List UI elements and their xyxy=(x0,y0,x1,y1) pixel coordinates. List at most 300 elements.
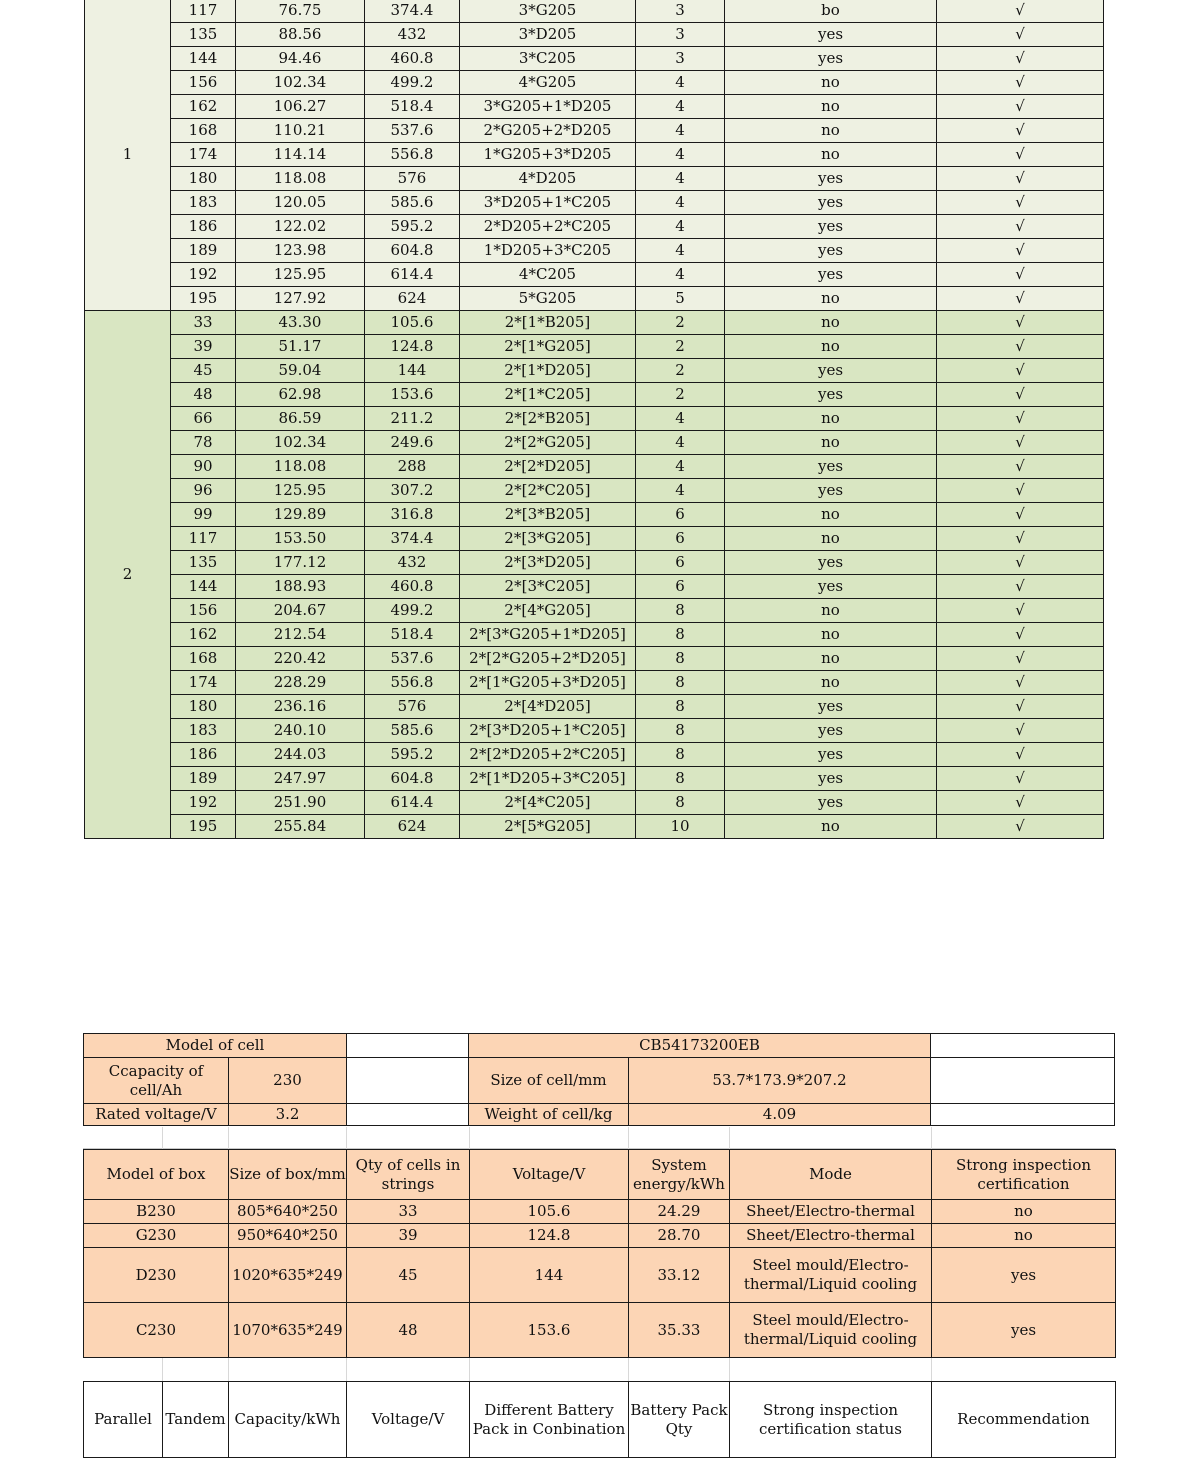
table-row xyxy=(85,767,1104,791)
certification-status-cell: yes xyxy=(725,719,937,743)
parallel-group-cell: 1 xyxy=(85,0,171,311)
recommendation-cell: √ xyxy=(937,479,1104,503)
voltage-v-cell: 556.8 xyxy=(365,143,460,167)
system-energy-cell: 35.33 xyxy=(629,1303,730,1358)
tandem-cell: 180 xyxy=(171,167,236,191)
gridline xyxy=(469,1127,470,1149)
table-row xyxy=(85,575,1104,599)
certification-status-cell: yes xyxy=(725,695,937,719)
voltage-v-cell: 499.2 xyxy=(365,71,460,95)
capacity-kwh-cell: 102.34 xyxy=(236,431,365,455)
recommendation-cell: √ xyxy=(937,767,1104,791)
capacity-kwh-cell: 255.84 xyxy=(236,815,365,839)
pack-qty-cell: 8 xyxy=(636,671,725,695)
table-row xyxy=(85,791,1104,815)
tandem-cell: 189 xyxy=(171,239,236,263)
capacity-kwh-cell: 120.05 xyxy=(236,191,365,215)
capacity-kwh-cell: 94.46 xyxy=(236,47,365,71)
blank-cell xyxy=(931,1058,1115,1104)
capacity-kwh-cell: 125.95 xyxy=(236,479,365,503)
voltage-v-cell: 585.6 xyxy=(365,191,460,215)
cell-model-label: Model of cell xyxy=(84,1034,347,1058)
tandem-cell: 96 xyxy=(171,479,236,503)
cell-weight-label: Weight of cell/kg xyxy=(469,1104,629,1126)
recommendation-cell: √ xyxy=(937,455,1104,479)
voltage-v-cell: 537.6 xyxy=(365,119,460,143)
certification-status-cell: yes xyxy=(725,767,937,791)
pack-qty-cell: 6 xyxy=(636,527,725,551)
capacity-kwh-cell: 177.12 xyxy=(236,551,365,575)
voltage-v-cell: 460.8 xyxy=(365,47,460,71)
table-row xyxy=(85,0,1104,23)
pack-combination-cell: 2*[1*G205+3*D205] xyxy=(460,671,636,695)
pack-combination-cell: 3*G205+1*D205 xyxy=(460,95,636,119)
pack-combination-cell: 3*D205+1*C205 xyxy=(460,191,636,215)
voltage-v-cell: 288 xyxy=(365,455,460,479)
column-header: Strong inspection certification status xyxy=(730,1382,932,1458)
voltage-v-cell: 595.2 xyxy=(365,215,460,239)
certification-cell: no xyxy=(932,1224,1116,1248)
table-row xyxy=(85,599,1104,623)
cell-qty-cell: 48 xyxy=(347,1303,470,1358)
gridline xyxy=(228,1358,229,1382)
pack-qty-cell: 6 xyxy=(636,503,725,527)
column-header: Capacity/kWh xyxy=(229,1382,347,1458)
certification-cell: yes xyxy=(932,1248,1116,1303)
column-header: Mode xyxy=(730,1150,932,1200)
recommendation-cell: √ xyxy=(937,743,1104,767)
pack-qty-cell: 8 xyxy=(636,695,725,719)
capacity-kwh-cell: 125.95 xyxy=(236,263,365,287)
table-row xyxy=(85,383,1104,407)
box-model-cell: D230 xyxy=(84,1248,229,1303)
tandem-cell: 186 xyxy=(171,215,236,239)
box-table-body xyxy=(84,1200,1116,1358)
table-row xyxy=(85,719,1104,743)
voltage-v-cell: 249.6 xyxy=(365,431,460,455)
pack-qty-cell: 2 xyxy=(636,383,725,407)
column-header: Recommendation xyxy=(932,1382,1116,1458)
voltage-v-cell: 460.8 xyxy=(365,575,460,599)
certification-status-cell: no xyxy=(725,599,937,623)
voltage-v-cell: 518.4 xyxy=(365,95,460,119)
tandem-cell: 33 xyxy=(171,311,236,335)
pack-combination-cell: 2*[2*B205] xyxy=(460,407,636,431)
capacity-kwh-cell: 43.30 xyxy=(236,311,365,335)
gridline xyxy=(628,1127,629,1149)
cell-size-label: Size of cell/mm xyxy=(469,1058,629,1104)
gridline xyxy=(346,1358,347,1382)
certification-status-cell: yes xyxy=(725,47,937,71)
pack-combination-cell: 2*G205+2*D205 xyxy=(460,119,636,143)
blank-cell xyxy=(347,1104,469,1126)
pack-qty-cell: 4 xyxy=(636,191,725,215)
certification-status-cell: yes xyxy=(725,455,937,479)
pack-combination-cell: 2*[3*B205] xyxy=(460,503,636,527)
recommendation-cell: √ xyxy=(937,383,1104,407)
certification-status-cell: no xyxy=(725,647,937,671)
capacity-kwh-cell: 251.90 xyxy=(236,791,365,815)
table-row xyxy=(85,335,1104,359)
column-header: Size of box/mm xyxy=(229,1150,347,1200)
voltage-v-cell: 576 xyxy=(365,167,460,191)
cell-voltage-value: 3.2 xyxy=(229,1104,347,1126)
voltage-cell: 144 xyxy=(470,1248,629,1303)
column-header: Qty of cells in strings xyxy=(347,1150,470,1200)
recommendation-cell: √ xyxy=(937,551,1104,575)
cell-capacity-label: Ccapacity of cell/Ah xyxy=(84,1058,229,1104)
table-row xyxy=(85,263,1104,287)
mode-cell: Sheet/Electro-thermal xyxy=(730,1200,932,1224)
blank-cell xyxy=(347,1034,469,1058)
voltage-v-cell: 614.4 xyxy=(365,791,460,815)
table-row xyxy=(85,287,1104,311)
capacity-kwh-cell: 247.97 xyxy=(236,767,365,791)
pack-qty-cell: 4 xyxy=(636,215,725,239)
tandem-cell: 162 xyxy=(171,95,236,119)
column-header: Different Battery Pack in Conbination xyxy=(470,1382,629,1458)
voltage-v-cell: 307.2 xyxy=(365,479,460,503)
tandem-cell: 135 xyxy=(171,23,236,47)
box-table-header xyxy=(84,1150,1116,1200)
box-size-cell: 1070*635*249 xyxy=(229,1303,347,1358)
table-row xyxy=(85,527,1104,551)
gridline xyxy=(162,1358,163,1382)
certification-status-cell: no xyxy=(725,815,937,839)
table-row xyxy=(85,623,1104,647)
capacity-kwh-cell: 118.08 xyxy=(236,455,365,479)
capacity-kwh-cell: 118.08 xyxy=(236,167,365,191)
blank-cell xyxy=(347,1058,469,1104)
voltage-v-cell: 604.8 xyxy=(365,767,460,791)
recommendation-cell: √ xyxy=(937,815,1104,839)
tandem-cell: 180 xyxy=(171,695,236,719)
table-row xyxy=(85,407,1104,431)
pack-qty-cell: 4 xyxy=(636,167,725,191)
recommendation-cell: √ xyxy=(937,47,1104,71)
recommendation-cell: √ xyxy=(937,191,1104,215)
cell-size-value: 53.7*173.9*207.2 xyxy=(629,1058,931,1104)
battery-configuration-header-row xyxy=(84,1382,1116,1458)
voltage-v-cell: 432 xyxy=(365,23,460,47)
table-row xyxy=(85,239,1104,263)
column-header: Voltage/V xyxy=(470,1150,629,1200)
voltage-v-cell: 432 xyxy=(365,551,460,575)
pack-qty-cell: 5 xyxy=(636,287,725,311)
certification-status-cell: bo xyxy=(725,0,937,23)
tandem-cell: 144 xyxy=(171,47,236,71)
column-header: Parallel xyxy=(84,1382,163,1458)
capacity-kwh-cell: 62.98 xyxy=(236,383,365,407)
certification-status-cell: yes xyxy=(725,191,937,215)
certification-status-cell: no xyxy=(725,407,937,431)
tandem-cell: 183 xyxy=(171,191,236,215)
table-row xyxy=(84,1224,1116,1248)
recommendation-cell: √ xyxy=(937,143,1104,167)
voltage-v-cell: 604.8 xyxy=(365,239,460,263)
recommendation-cell: √ xyxy=(937,791,1104,815)
blank-cell xyxy=(931,1104,1115,1126)
capacity-kwh-cell: 51.17 xyxy=(236,335,365,359)
recommendation-cell: √ xyxy=(937,599,1104,623)
recommendation-cell: √ xyxy=(937,575,1104,599)
pack-qty-cell: 4 xyxy=(636,119,725,143)
cell-qty-cell: 45 xyxy=(347,1248,470,1303)
pack-combination-cell: 3*D205 xyxy=(460,23,636,47)
certification-status-cell: no xyxy=(725,119,937,143)
tandem-cell: 117 xyxy=(171,527,236,551)
recommendation-cell: √ xyxy=(937,23,1104,47)
pack-qty-cell: 4 xyxy=(636,407,725,431)
certification-status-cell: yes xyxy=(725,551,937,575)
tandem-cell: 195 xyxy=(171,287,236,311)
recommendation-cell: √ xyxy=(937,503,1104,527)
configuration-table xyxy=(84,0,1104,839)
pack-qty-cell: 8 xyxy=(636,647,725,671)
cell-capacity-value: 230 xyxy=(229,1058,347,1104)
table-row xyxy=(85,191,1104,215)
table-row xyxy=(85,479,1104,503)
tandem-cell: 189 xyxy=(171,767,236,791)
table-row xyxy=(85,119,1104,143)
voltage-v-cell: 144 xyxy=(365,359,460,383)
tandem-cell: 156 xyxy=(171,71,236,95)
column-header: System energy/kWh xyxy=(629,1150,730,1200)
recommendation-cell: √ xyxy=(937,311,1104,335)
capacity-kwh-cell: 220.42 xyxy=(236,647,365,671)
voltage-v-cell: 576 xyxy=(365,695,460,719)
recommendation-cell: √ xyxy=(937,215,1104,239)
recommendation-cell: √ xyxy=(937,287,1104,311)
recommendation-cell: √ xyxy=(937,0,1104,23)
table-row xyxy=(85,647,1104,671)
pack-combination-cell: 5*G205 xyxy=(460,287,636,311)
tandem-cell: 192 xyxy=(171,263,236,287)
pack-combination-cell: 2*[2*D205+2*C205] xyxy=(460,743,636,767)
pack-qty-cell: 4 xyxy=(636,263,725,287)
recommendation-cell: √ xyxy=(937,527,1104,551)
pack-qty-cell: 6 xyxy=(636,575,725,599)
tandem-cell: 135 xyxy=(171,551,236,575)
recommendation-cell: √ xyxy=(937,623,1104,647)
capacity-kwh-cell: 127.92 xyxy=(236,287,365,311)
certification-status-cell: yes xyxy=(725,23,937,47)
blank-cell xyxy=(931,1034,1115,1058)
certification-cell: no xyxy=(932,1200,1116,1224)
recommendation-cell: √ xyxy=(937,431,1104,455)
certification-status-cell: yes xyxy=(725,263,937,287)
cell-qty-cell: 33 xyxy=(347,1200,470,1224)
recommendation-cell: √ xyxy=(937,119,1104,143)
pack-qty-cell: 4 xyxy=(636,455,725,479)
box-size-cell: 950*640*250 xyxy=(229,1224,347,1248)
gridline xyxy=(628,1358,629,1382)
cell-qty-cell: 39 xyxy=(347,1224,470,1248)
recommendation-cell: √ xyxy=(937,407,1104,431)
pack-combination-cell: 4*D205 xyxy=(460,167,636,191)
table-row xyxy=(85,23,1104,47)
pack-qty-cell: 3 xyxy=(636,47,725,71)
gridline xyxy=(228,1127,229,1149)
pack-combination-cell: 2*[1*D205] xyxy=(460,359,636,383)
voltage-cell: 124.8 xyxy=(470,1224,629,1248)
cell-weight-value: 4.09 xyxy=(629,1104,931,1126)
column-header: Strong inspection certification xyxy=(932,1150,1116,1200)
tandem-cell: 144 xyxy=(171,575,236,599)
system-energy-cell: 24.29 xyxy=(629,1200,730,1224)
certification-status-cell: yes xyxy=(725,743,937,767)
pack-combination-cell: 2*[4*D205] xyxy=(460,695,636,719)
tandem-cell: 90 xyxy=(171,455,236,479)
pack-qty-cell: 4 xyxy=(636,479,725,503)
recommendation-cell: √ xyxy=(937,239,1104,263)
recommendation-cell: √ xyxy=(937,671,1104,695)
table-row xyxy=(85,143,1104,167)
pack-combination-cell: 2*D205+2*C205 xyxy=(460,215,636,239)
pack-combination-cell: 2*[3*G205] xyxy=(460,527,636,551)
table-row xyxy=(85,167,1104,191)
tandem-cell: 48 xyxy=(171,383,236,407)
certification-status-cell: yes xyxy=(725,167,937,191)
capacity-kwh-cell: 188.93 xyxy=(236,575,365,599)
table-row xyxy=(85,743,1104,767)
voltage-cell: 105.6 xyxy=(470,1200,629,1224)
tandem-cell: 45 xyxy=(171,359,236,383)
gridline xyxy=(729,1127,730,1149)
voltage-v-cell: 153.6 xyxy=(365,383,460,407)
column-header: Model of box xyxy=(84,1150,229,1200)
pack-qty-cell: 4 xyxy=(636,95,725,119)
tandem-cell: 99 xyxy=(171,503,236,527)
table-row xyxy=(85,671,1104,695)
column-header: Tandem xyxy=(163,1382,229,1458)
certification-status-cell: no xyxy=(725,431,937,455)
capacity-kwh-cell: 240.10 xyxy=(236,719,365,743)
certification-status-cell: yes xyxy=(725,791,937,815)
certification-cell: yes xyxy=(932,1303,1116,1358)
pack-combination-cell: 2*[2*G205] xyxy=(460,431,636,455)
pack-qty-cell: 2 xyxy=(636,335,725,359)
voltage-v-cell: 585.6 xyxy=(365,719,460,743)
pack-combination-cell: 2*[2*C205] xyxy=(460,479,636,503)
recommendation-cell: √ xyxy=(937,71,1104,95)
pack-combination-cell: 4*G205 xyxy=(460,71,636,95)
box-model-cell: G230 xyxy=(84,1224,229,1248)
pack-combination-cell: 2*[3*D205] xyxy=(460,551,636,575)
tandem-cell: 156 xyxy=(171,599,236,623)
configuration-table-body xyxy=(85,0,1104,839)
pack-qty-cell: 2 xyxy=(636,311,725,335)
box-table xyxy=(83,1149,1116,1358)
table-row xyxy=(84,1303,1116,1358)
tandem-cell: 162 xyxy=(171,623,236,647)
certification-status-cell: yes xyxy=(725,575,937,599)
voltage-v-cell: 374.4 xyxy=(365,527,460,551)
mode-cell: Sheet/Electro-thermal xyxy=(730,1224,932,1248)
pack-qty-cell: 8 xyxy=(636,743,725,767)
pack-combination-cell: 1*G205+3*D205 xyxy=(460,143,636,167)
certification-status-cell: no xyxy=(725,287,937,311)
table-row xyxy=(85,455,1104,479)
pack-qty-cell: 8 xyxy=(636,599,725,623)
pack-combination-cell: 2*[1*G205] xyxy=(460,335,636,359)
table-row xyxy=(85,359,1104,383)
recommendation-cell: √ xyxy=(937,95,1104,119)
box-size-cell: 805*640*250 xyxy=(229,1200,347,1224)
tandem-cell: 183 xyxy=(171,719,236,743)
pack-qty-cell: 4 xyxy=(636,143,725,167)
pack-qty-cell: 4 xyxy=(636,431,725,455)
capacity-kwh-cell: 204.67 xyxy=(236,599,365,623)
gridline xyxy=(469,1358,470,1382)
pack-qty-cell: 8 xyxy=(636,719,725,743)
capacity-kwh-cell: 114.14 xyxy=(236,143,365,167)
table-row xyxy=(85,815,1104,839)
recommendation-cell: √ xyxy=(937,359,1104,383)
certification-status-cell: no xyxy=(725,503,937,527)
gridline xyxy=(346,1127,347,1149)
certification-status-cell: yes xyxy=(725,359,937,383)
tandem-cell: 195 xyxy=(171,815,236,839)
pack-combination-cell: 3*G205 xyxy=(460,0,636,23)
capacity-kwh-cell: 228.29 xyxy=(236,671,365,695)
tandem-cell: 78 xyxy=(171,431,236,455)
certification-status-cell: no xyxy=(725,311,937,335)
pack-qty-cell: 8 xyxy=(636,791,725,815)
recommendation-cell: √ xyxy=(937,167,1104,191)
table-row xyxy=(85,95,1104,119)
voltage-v-cell: 518.4 xyxy=(365,623,460,647)
capacity-kwh-cell: 102.34 xyxy=(236,71,365,95)
capacity-kwh-cell: 76.75 xyxy=(236,0,365,23)
recommendation-cell: √ xyxy=(937,647,1104,671)
pack-combination-cell: 2*[2*G205+2*D205] xyxy=(460,647,636,671)
pack-combination-cell: 2*[4*G205] xyxy=(460,599,636,623)
gridline xyxy=(162,1127,163,1149)
cell-spec-table xyxy=(83,1033,1115,1126)
tandem-cell: 39 xyxy=(171,335,236,359)
mode-cell: Steel mould/Electro-thermal/Liquid cooling xyxy=(730,1303,932,1358)
capacity-kwh-cell: 153.50 xyxy=(236,527,365,551)
capacity-kwh-cell: 129.89 xyxy=(236,503,365,527)
certification-status-cell: no xyxy=(725,527,937,551)
recommendation-cell: √ xyxy=(937,695,1104,719)
certification-status-cell: no xyxy=(725,671,937,695)
tandem-cell: 174 xyxy=(171,671,236,695)
table-row xyxy=(85,215,1104,239)
capacity-kwh-cell: 110.21 xyxy=(236,119,365,143)
capacity-kwh-cell: 123.98 xyxy=(236,239,365,263)
voltage-v-cell: 556.8 xyxy=(365,671,460,695)
recommendation-cell: √ xyxy=(937,263,1104,287)
tandem-cell: 117 xyxy=(171,0,236,23)
pack-qty-cell: 4 xyxy=(636,71,725,95)
certification-status-cell: yes xyxy=(725,239,937,263)
capacity-kwh-cell: 86.59 xyxy=(236,407,365,431)
voltage-v-cell: 499.2 xyxy=(365,599,460,623)
table-row xyxy=(84,1200,1116,1224)
table-row xyxy=(84,1248,1116,1303)
table-row xyxy=(85,551,1104,575)
tandem-cell: 186 xyxy=(171,743,236,767)
cell-voltage-label: Rated voltage/V xyxy=(84,1104,229,1126)
certification-status-cell: yes xyxy=(725,479,937,503)
pack-combination-cell: 2*[3*C205] xyxy=(460,575,636,599)
pack-combination-cell: 3*C205 xyxy=(460,47,636,71)
table-row xyxy=(85,503,1104,527)
pack-combination-cell: 2*[2*D205] xyxy=(460,455,636,479)
voltage-v-cell: 624 xyxy=(365,287,460,311)
